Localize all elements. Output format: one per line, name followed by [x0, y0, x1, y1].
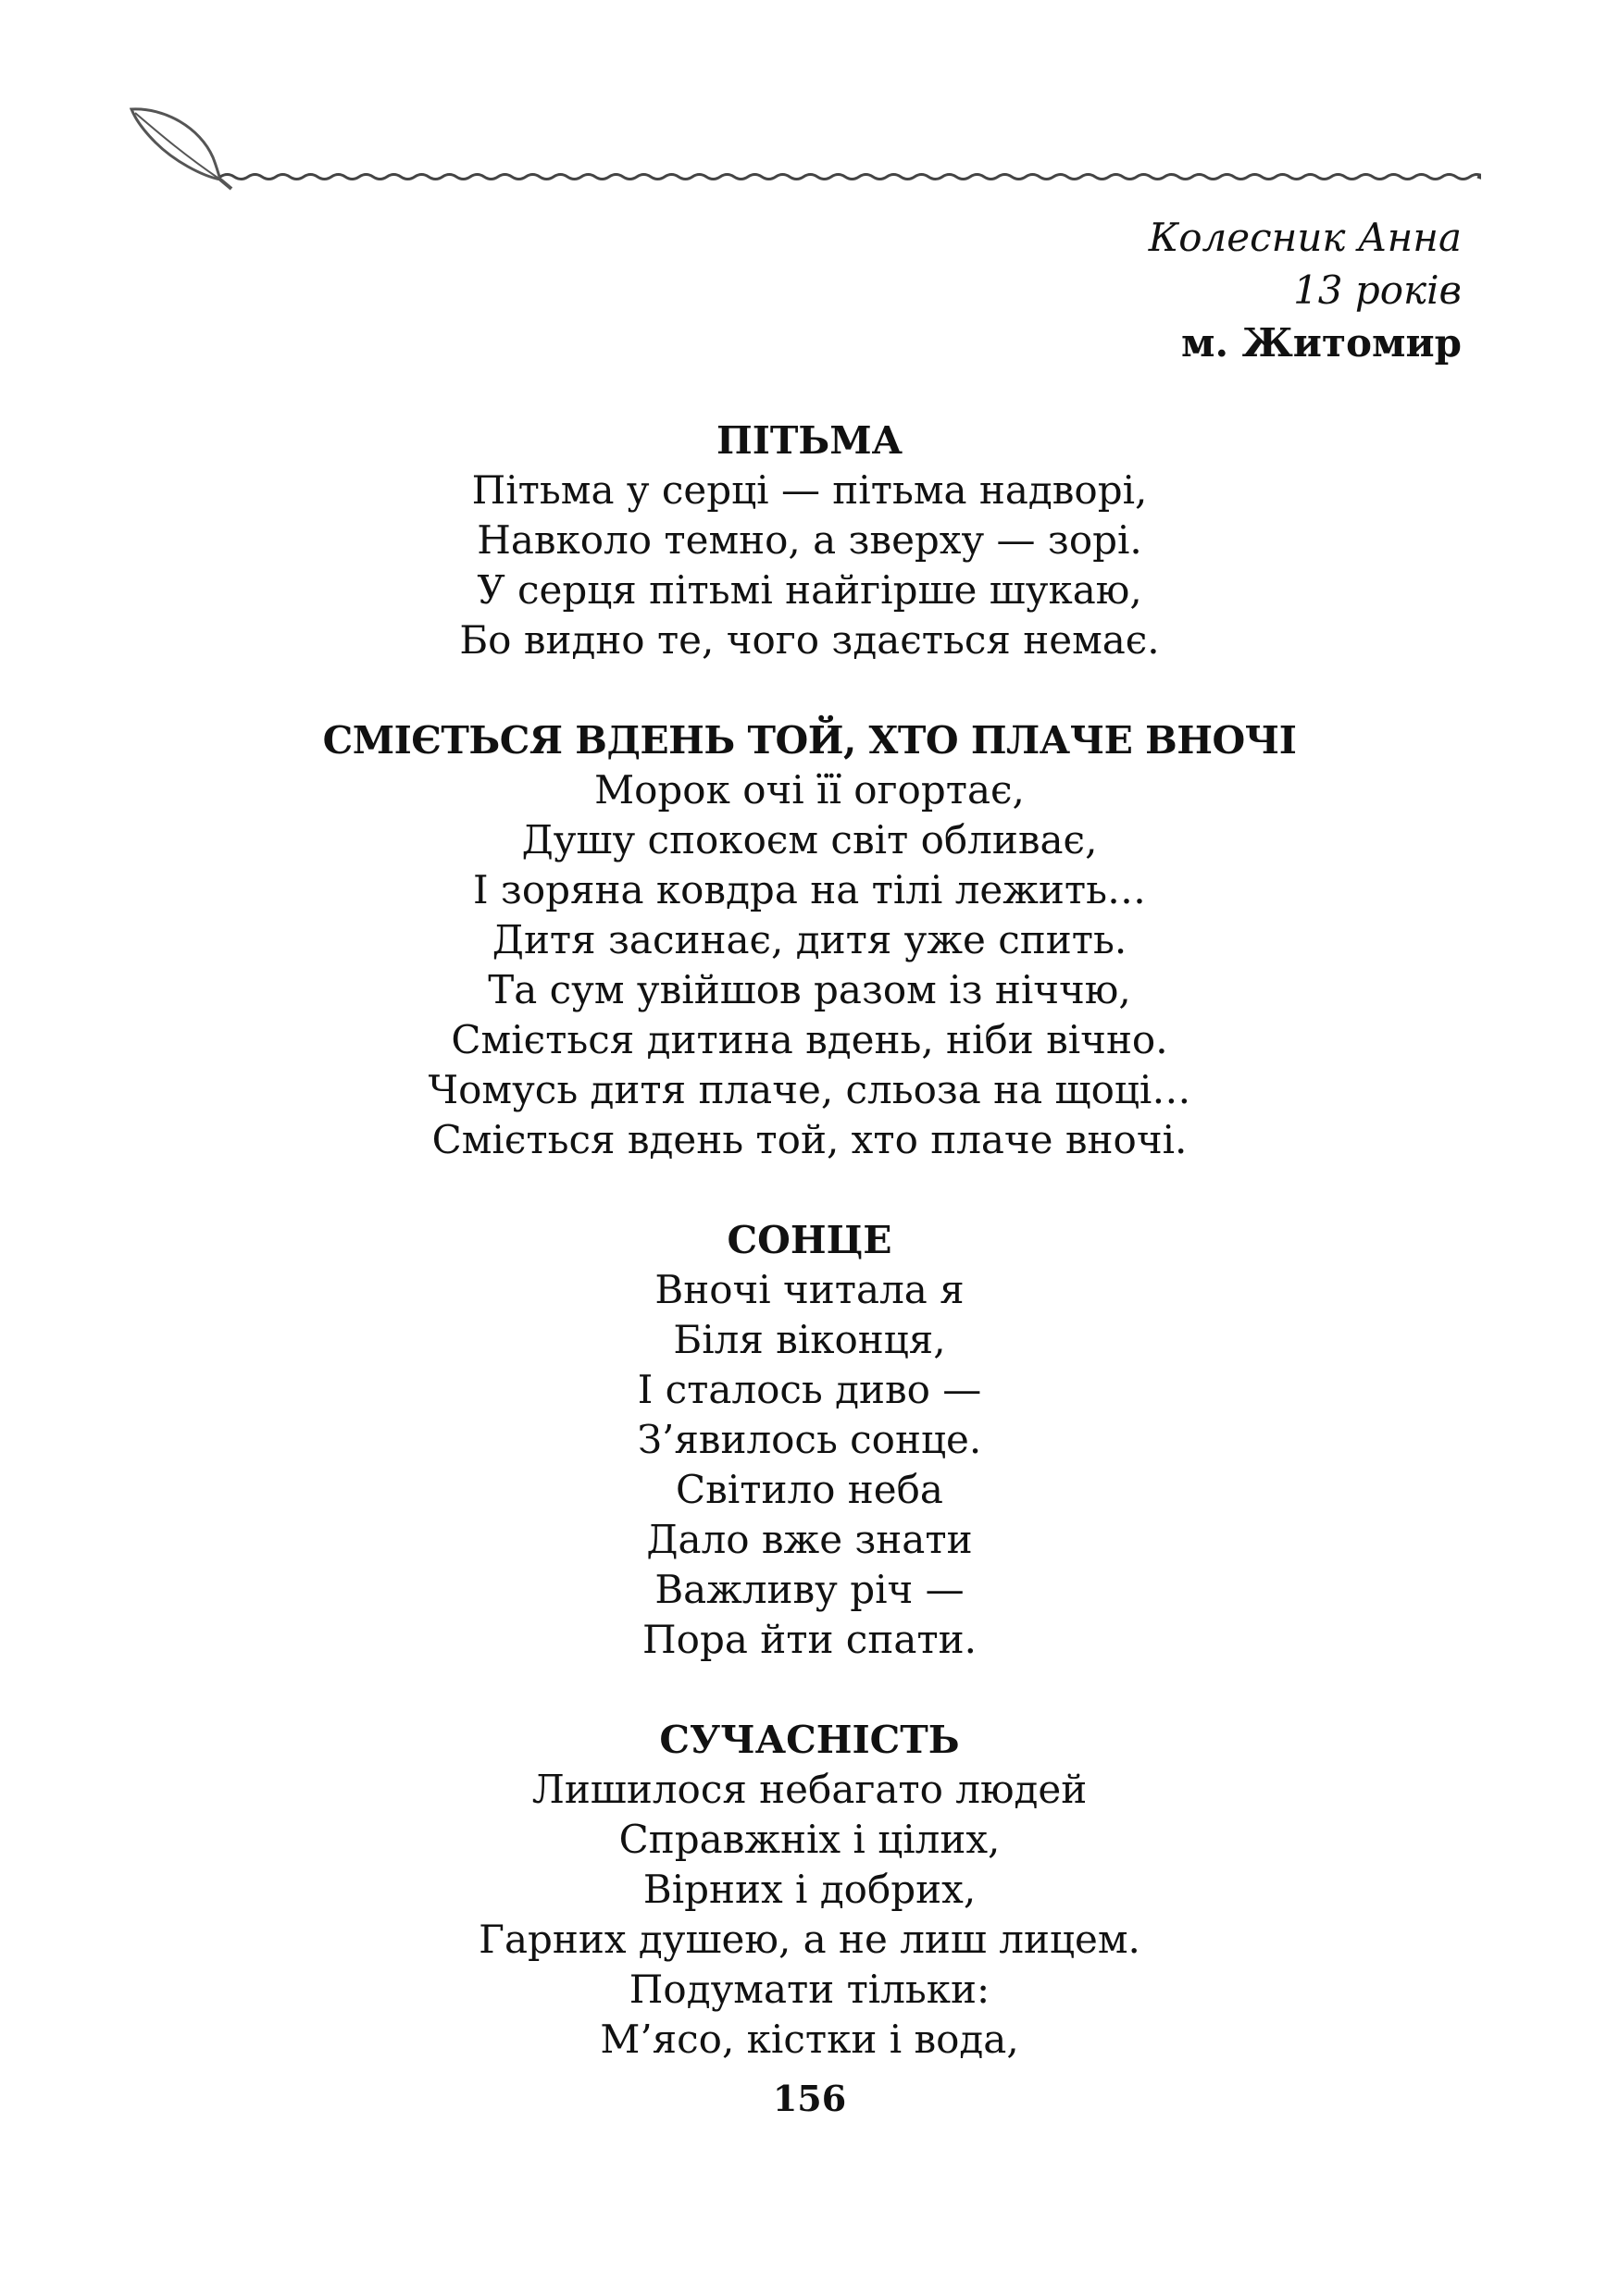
verse-line: І сталось диво —	[637, 1367, 982, 1412]
verse-line: Вночі читала я	[654, 1267, 965, 1312]
author-name: Колесник Анна	[1148, 215, 1462, 260]
page-number: 156	[772, 2078, 847, 2119]
verse-line: Пітьма у серці — пітьма надворі,	[471, 467, 1148, 513]
author-age: 13 років	[1293, 267, 1462, 313]
quill-feather-icon	[131, 109, 231, 189]
poems-section	[0, 416, 1619, 2115]
verse-line: Душу спокоєм світ обливає,	[521, 817, 1098, 863]
verse-line: Біля віконця,	[673, 1317, 946, 1362]
verse-line: Сміється вдень той, хто плаче вночі.	[431, 1117, 1188, 1162]
poem	[0, 1215, 1619, 1665]
poem	[0, 715, 1619, 1165]
poem-title: СОНЦЕ	[727, 1218, 892, 1262]
poem-title: ПІТЬМА	[716, 418, 903, 463]
verse-line: М’ясо, кістки і вода,	[600, 2017, 1019, 2062]
verse-line: Пора йти спати.	[642, 1617, 977, 1662]
verse-line: Вірних і добрих,	[642, 1867, 977, 1912]
poem-title: СМІЄТЬСЯ ВДЕНЬ ТОЙ, ХТО ПЛАЧЕ ВНОЧІ	[322, 718, 1297, 763]
verse-line: Морок очі її огортає,	[594, 767, 1025, 813]
author-block	[1149, 211, 1462, 369]
verse-line: З’явилось сонце.	[637, 1417, 982, 1462]
verse-line: Навколо темно, а зверху — зорі.	[477, 517, 1142, 563]
verse-line: Чомусь дитя плаче, сльоза на щоці…	[428, 1067, 1191, 1112]
verse-line: Бо видно те, чого здається немає.	[459, 617, 1160, 663]
poem	[0, 1715, 1619, 2065]
wavy-divider-line	[220, 175, 1481, 180]
verse-line: Та сум увійшов разом із ніччю,	[488, 967, 1131, 1012]
verse-line: Подумати тільки:	[629, 1967, 990, 2012]
header-ornament	[128, 100, 1481, 192]
verse-line: Справжніх і цілих,	[618, 1817, 1001, 1862]
poem-title: СУЧАСНІСТЬ	[659, 1718, 960, 1762]
verse-line: Лишилося небагато людей	[531, 1767, 1088, 1812]
verse-line: Важливу річ —	[654, 1567, 965, 1612]
verse-line: Сміється дитина вдень, ніби вічно.	[451, 1017, 1168, 1062]
poem	[0, 416, 1619, 665]
verse-line: Світило неба	[676, 1467, 943, 1512]
verse-line: І зоряна ковдра на тілі лежить…	[472, 867, 1146, 912]
verse-line: Дитя засинає, дитя уже спить.	[492, 917, 1127, 962]
verse-line: У серця пітьмі найгірше шукаю,	[477, 567, 1142, 613]
verse-line: Гарних душею, а не лиш лицем.	[479, 1917, 1140, 1962]
verse-line: Дало вже знати	[646, 1517, 973, 1562]
author-city: м. Житомир	[1180, 320, 1462, 366]
